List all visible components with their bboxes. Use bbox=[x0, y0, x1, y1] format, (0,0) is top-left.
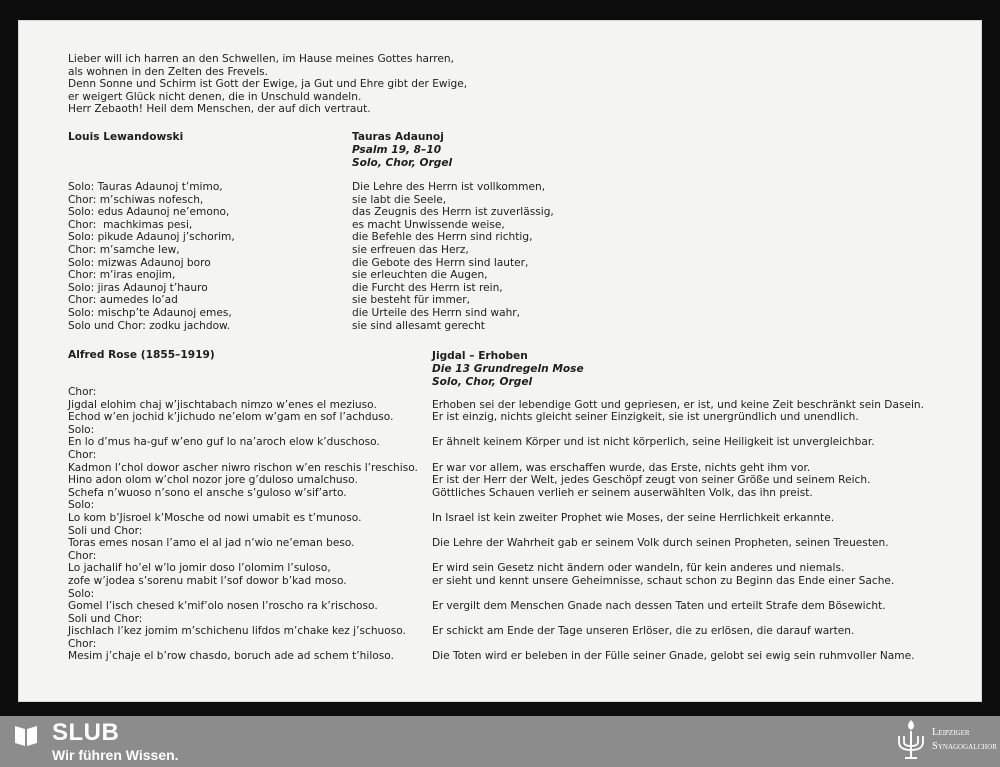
translation-line: das Zeugnis des Herrn ist zuverlässig, bbox=[352, 206, 554, 219]
intro-verse bbox=[68, 53, 467, 116]
lyric-line: Solo: bbox=[68, 587, 95, 600]
translation-line: sie sind allesamt gerecht bbox=[352, 319, 485, 332]
lyric-line: Solo: Tauras Adaunoj t’mimo, bbox=[68, 181, 223, 193]
section2-lyrics bbox=[68, 386, 418, 663]
lyric-line: Kadmon l’chol dowor ascher niwro rischon w’en reschis l’reschiso. bbox=[68, 461, 418, 474]
translation-line: die Furcht des Herrn ist rein, bbox=[352, 281, 503, 294]
lyric-line: Solo und Chor: zodku jachdow. bbox=[68, 319, 231, 332]
translation-line: die Gebote des Herrn sind lauter, bbox=[352, 256, 529, 269]
translation-line: Er ähnelt keinem Körper und ist nicht körperlich, seine Heiligkeit ist unvergleichbar. bbox=[432, 436, 875, 449]
lyric-line: Solo: pikude Adaunoj j’schorim, bbox=[68, 231, 235, 244]
lyric-line: Soli und Chor: bbox=[68, 524, 143, 537]
translation-line: die Urteile des Herrn sind wahr, bbox=[352, 306, 520, 319]
translation-line bbox=[432, 588, 924, 601]
translation-line bbox=[432, 613, 924, 626]
lyric-line: Chor: m’samche lew, bbox=[68, 243, 180, 256]
lyric-line: Jischlach l’kez jomim m’schichenu lifdos m’chake kez j’schuoso. bbox=[68, 625, 406, 638]
intro-line: als wohnen in den Zelten des Frevels. bbox=[68, 65, 269, 78]
section2-setting: Solo, Chor, Orgel bbox=[432, 376, 533, 388]
section1-source: Psalm 19, 8–10 bbox=[352, 144, 442, 156]
lyric-line: Chor: machkimas pesi, bbox=[68, 218, 193, 231]
translation-line: Er schickt am Ende der Tage unseren Erlöser, die zu erlösen, die darauf warten. bbox=[432, 625, 855, 638]
translation-line bbox=[432, 550, 924, 563]
translation-line: es macht Unwissende weise, bbox=[352, 218, 505, 231]
translation-line: Er ist der Herr der Welt, jedes Geschöpf zeugt von seiner Größe und seinem Reich. bbox=[432, 474, 871, 487]
lyric-line: Lo jachalif ho’el w’lo jomir doso l’olomim l’suloso, bbox=[68, 562, 331, 575]
translation-line: Er wird sein Gesetz nicht ändern oder wandeln, für kein anderes und niemals. bbox=[432, 562, 845, 575]
translation-line bbox=[432, 525, 924, 538]
lyric-line: Solo: mischp’te Adaunoj emes, bbox=[68, 306, 232, 319]
lyric-line: Solo: mizwas Adaunoj boro bbox=[68, 256, 211, 269]
translation-line: Die Lehre der Wahrheit gab er seinem Volk durch seinen Propheten, seinen Treuesten. bbox=[432, 537, 889, 550]
lyric-line: Solo: bbox=[68, 499, 95, 512]
translation-line: Göttliches Schauen verlieh er seinem auserwählten Volk, das ihn preist. bbox=[432, 486, 813, 499]
section1-composer: Louis Lewandowski bbox=[68, 131, 184, 143]
lyric-line: Solo: jiras Adaunoj t’hauro bbox=[68, 281, 208, 294]
translation-line: sie erfreuen das Herz, bbox=[352, 243, 469, 256]
lyric-line: Solo: edus Adaunoj ne’emono, bbox=[68, 206, 230, 219]
section2-translation bbox=[432, 386, 924, 663]
slub-logo-icon bbox=[13, 722, 39, 748]
translation-line: Er war vor allem, was erschaffen wurde, das Erste, nichts geht ihm vor. bbox=[432, 461, 811, 474]
intro-line: Lieber will ich harren an den Schwellen, im Hause meines Gottes harren, bbox=[68, 53, 454, 65]
intro-line: Denn Sonne und Schirm ist Gott der Ewige, ja Gut und Ehre gibt der Ewige, bbox=[68, 78, 468, 91]
section1-lyrics bbox=[68, 181, 235, 332]
translation-line bbox=[432, 386, 924, 399]
choir-name bbox=[932, 726, 997, 754]
lyric-line: Jigdal elohim chaj w’jischtabach nimzo w’enes el meziuso. bbox=[68, 398, 377, 411]
lyric-line: Gomel l’isch chesed k’mif’olo nosen l’roscho ra k’rischoso. bbox=[68, 600, 378, 613]
translation-line: sie besteht für immer, bbox=[352, 294, 471, 307]
translation-line: er sieht und kennt unsere Geheimnisse, schaut schon zu Beginn das Ende einer Sache. bbox=[432, 574, 895, 587]
section1-setting: Solo, Chor, Orgel bbox=[352, 157, 453, 169]
lyric-line: Chor: m’schiwas nofesch, bbox=[68, 193, 204, 206]
slub-tagline: Wir führen Wissen. bbox=[52, 747, 179, 763]
slub-brand: SLUB bbox=[52, 719, 120, 746]
translation-line: Erhoben sei der lebendige Gott und gepriesen, er ist, und keine Zeit beschränkt sein Dasein. bbox=[432, 398, 925, 411]
lyric-line: Chor: bbox=[68, 637, 97, 650]
translation-line: Die Lehre des Herrn ist vollkommen, bbox=[352, 181, 546, 193]
translation-line: Er ist einzig, nichts gleicht seiner Einzigkeit, sie ist unergründlich und unendlich. bbox=[432, 411, 859, 424]
section2-title: Jigdal – Erhoben bbox=[432, 350, 528, 362]
translation-line bbox=[432, 449, 924, 462]
translation-line: Er vergilt dem Menschen Gnade nach dessen Taten und erteilt Strafe dem Bösewicht. bbox=[432, 600, 886, 613]
translation-line: Die Toten wird er beleben in der Fülle seiner Gnade, gelobt sei ewig sein ruhmvoller Name. bbox=[432, 650, 915, 663]
choir-name-line2: Synagogalchor bbox=[932, 741, 997, 752]
choir-name-line1: Leipziger bbox=[932, 727, 970, 738]
section2-source: Die 13 Grundregeln Mose bbox=[432, 363, 584, 375]
section1-title: Tauras Adaunoj bbox=[352, 131, 444, 143]
lyric-line: Hino adon olom w’chol nozor jore g’duloso umalchuso. bbox=[68, 474, 358, 487]
menorah-icon bbox=[896, 718, 926, 764]
section2-composer: Alfred Rose (1855–1919) bbox=[68, 349, 215, 361]
lyric-line: Schefa n’wuoso n’sono el ansche s’guloso w’sif’arto. bbox=[68, 486, 347, 499]
lyric-line: Chor: m’iras enojim, bbox=[68, 269, 176, 282]
lyric-line: En lo d’mus ha-guf w’eno guf lo na’aroch elow k’duschoso. bbox=[68, 436, 380, 449]
translation-line bbox=[432, 499, 924, 512]
translation-line: die Befehle des Herrn sind richtig, bbox=[352, 231, 533, 244]
intro-line: er weigert Glück nicht denen, die in Unschuld wandeln. bbox=[68, 90, 362, 103]
lyric-line: Chor: bbox=[68, 448, 97, 461]
translation-line bbox=[432, 638, 924, 651]
lyric-line: Echod w’en jochid k’jichudo ne’elom w’gam en sof l’achduso. bbox=[68, 411, 394, 424]
translation-line: sie erleuchten die Augen, bbox=[352, 269, 488, 282]
translation-line bbox=[432, 424, 924, 437]
section1-translation bbox=[352, 181, 554, 332]
intro-line: Herr Zebaoth! Heil dem Menschen, der auf dich vertraut. bbox=[68, 103, 371, 116]
translation-line: sie labt die Seele, bbox=[352, 193, 447, 206]
footer-bar bbox=[0, 716, 1000, 767]
lyric-line: Solo: bbox=[68, 423, 95, 436]
lyric-line: Lo kom b’Jisroel k’Mosche od nowi umabit es t’munoso. bbox=[68, 511, 362, 524]
translation-line: In Israel ist kein zweiter Prophet wie Moses, der seine Herrlichkeit erkannte. bbox=[432, 511, 835, 524]
lyric-line: Mesim j’chaje el b’row chasdo, boruch ade ad schem t’hiloso. bbox=[68, 650, 394, 663]
lyric-line: Chor: bbox=[68, 549, 97, 562]
lyric-line: Chor: aumedes lo’ad bbox=[68, 294, 178, 307]
lyric-line: Soli und Chor: bbox=[68, 612, 143, 625]
lyric-line: Toras emes nosan l’amo el al jad n’wio ne’eman beso. bbox=[68, 537, 355, 550]
lyric-line: Chor: bbox=[68, 386, 97, 398]
lyric-line: zofe w’jodea s’sorenu mabit l’sof dowor b’kad moso. bbox=[68, 574, 347, 587]
